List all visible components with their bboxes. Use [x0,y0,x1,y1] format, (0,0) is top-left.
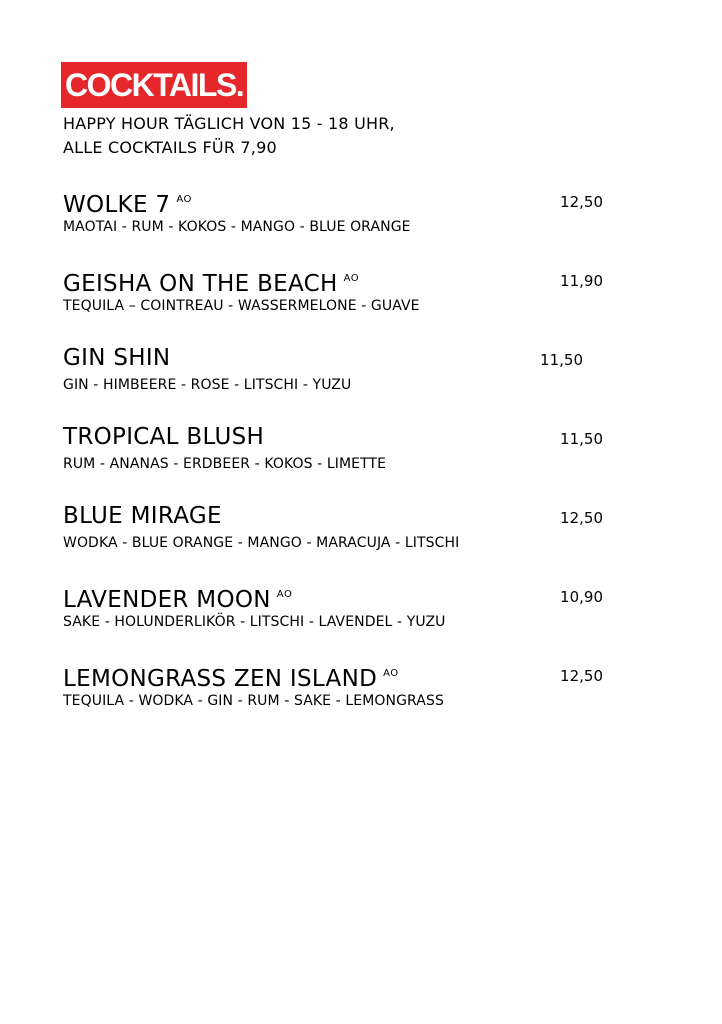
menu-item-tropical-blush [63,421,603,500]
item-ingredients: WODKA - BLUE ORANGE - MANGO - MARACUJA - LITSCHI [63,535,460,551]
happy-hour-note [63,112,395,160]
happy-hour-line-1: HAPPY HOUR TÄGLICH VON 15 - 18 UHR, [63,114,395,133]
item-name: BLUE MIRAGE [63,503,222,529]
menu-item-blue-mirage [63,500,603,579]
item-name: TROPICAL BLUSH [63,424,265,450]
item-price: 12,50 [560,193,603,211]
item-price: 11,50 [560,430,603,448]
cocktail-list [63,184,603,737]
item-price: 10,90 [560,588,603,606]
menu-item-lemongrass-zen-island [63,658,603,737]
item-price: 11,50 [540,351,583,369]
item-tag: AO [383,668,399,679]
item-name: GIN SHIN [63,345,171,371]
item-ingredients: MAOTAI - RUM - KOKOS - MANGO - BLUE ORANGE [63,219,411,235]
item-price: 11,90 [560,272,603,290]
item-name: GEISHA ON THE BEACH $^{AO}$ [63,271,360,297]
item-name: WOLKE 7 $^{AO}$ [63,192,192,218]
happy-hour-line-2: ALLE COCKTAILS FÜR 7,90 [63,138,277,157]
item-tag: AO [176,194,192,205]
item-tag: AO [276,589,293,600]
item-price: 12,50 [560,667,603,685]
menu-item-wolke-7 [63,184,603,263]
item-tag: AO [343,273,360,284]
item-ingredients: SAKE - HOLUNDERLIKÖR - LITSCHI - LAVENDEL - YUZU [63,614,446,630]
item-name: LAVENDER MOON $^{AO}$ [63,587,293,613]
item-name: LEMONGRASS ZEN ISLAND $^{AO}$ [63,666,399,692]
menu-item-lavender-moon [63,579,603,658]
item-ingredients: TEQUILA - WODKA - GIN - RUM - SAKE - LEMONGRASS [63,693,444,709]
item-price: 12,50 [560,509,603,527]
item-ingredients: TEQUILA – COINTREAU - WASSERMELONE - GUAVE [63,298,420,314]
menu-section-title: COCKTAILS. [61,62,247,108]
item-ingredients: RUM - ANANAS - ERDBEER - KOKOS - LIMETTE [63,456,387,472]
menu-item-gin-shin [63,342,603,421]
menu-item-geisha-on-the-beach [63,263,603,342]
item-ingredients: GIN - HIMBEERE - ROSE - LITSCHI - YUZU [63,377,352,393]
